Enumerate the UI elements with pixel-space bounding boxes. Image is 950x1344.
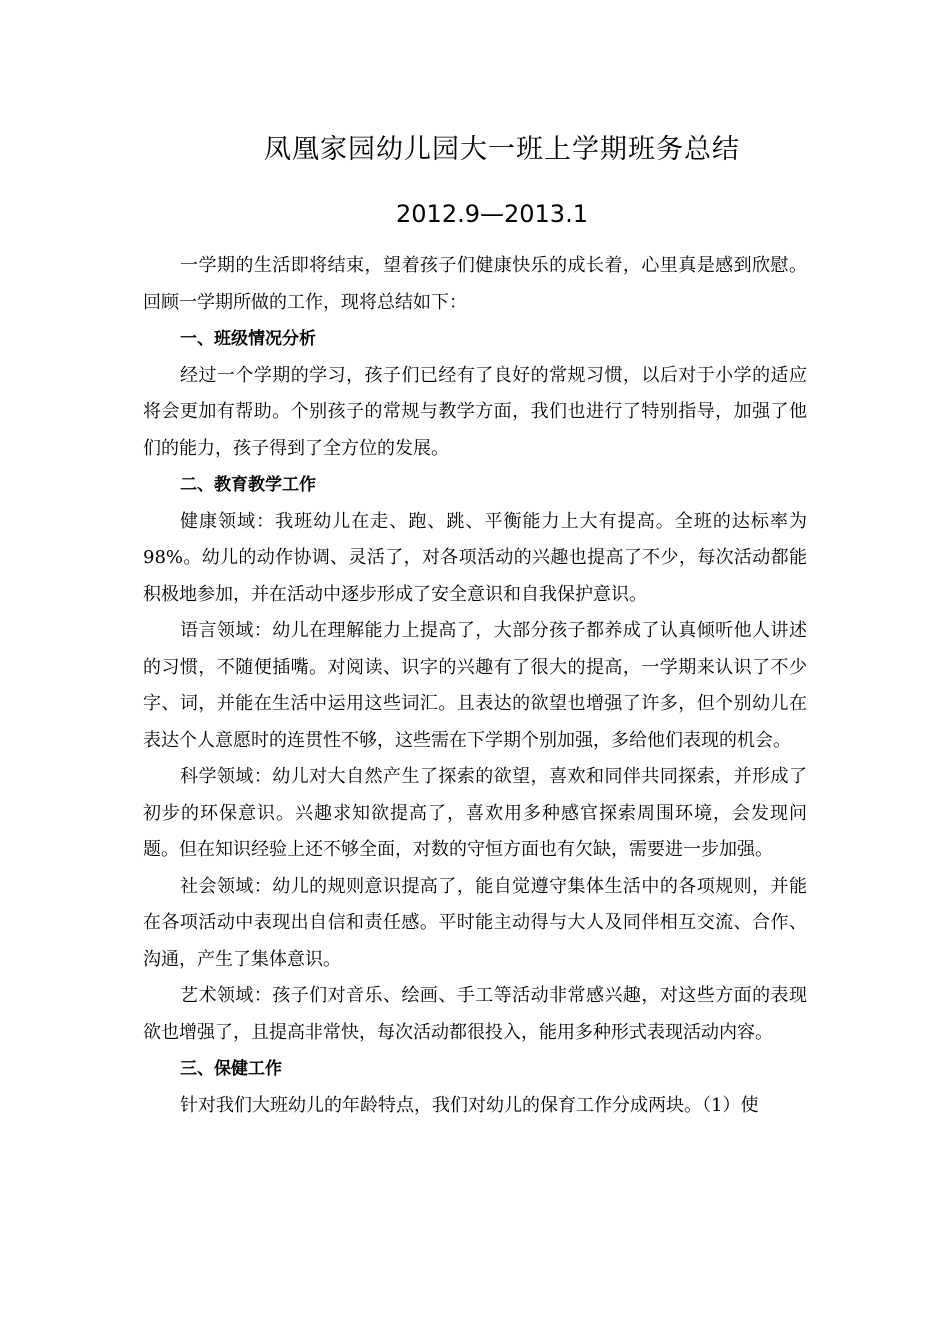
document-body [143, 248, 807, 1124]
intro-paragraph: 一学期的生活即将结束，望着孩子们健康快乐的成长着，心里真是感到欣慰。回顾一学期所做的工作，现将总结如下： [143, 255, 807, 313]
social-domain-paragraph: 社会领域：幼儿的规则意识提高了，能自觉遵守集体生活中的各项规则，并能在各项活动中表现出自信和责任感。平时能主动得与大人及同伴相互交流、合作、沟通，产生了集体意识。 [143, 875, 807, 970]
science-domain-paragraph: 科学领域：幼儿对大自然产生了探索的欲望，喜欢和同伴共同探索，并形成了初步的环保意识。兴趣求知欲提高了，喜欢用多种感官探索周围环境，会发现问题。但在知识经验上还不够全面，对数的守恒方面也有欠缺，需要进一步加强。 [143, 766, 807, 860]
class-analysis-paragraph: 经过一个学期的学习，孩子们已经有了良好的常规习惯，以后对于小学的适应将会更加有帮助。个别孩子的常规与教学方面，我们也进行了特别指导，加强了他们的能力，孩子得到了全方位的发展。 [143, 364, 807, 459]
section-heading-health-care: 三、保健工作 [180, 1059, 282, 1079]
health-domain-paragraph: 健康领域：我班幼儿在走、跑、跳、平衡能力上大有提高。全班的达标率为98%。幼儿的动作协调、灵活了，对各项活动的兴趣也提高了不少，每次活动都能积极地参加，并在活动中逐步形成了安全意识和自我保护意识。 [143, 510, 807, 605]
art-domain-paragraph: 艺术领域：孩子们对音乐、绘画、手工等活动非常感兴趣，对这些方面的表现欲也增强了，且提高非常快，每次活动都很投入，能用多种形式表现活动内容。 [143, 985, 807, 1043]
document-date: 2012.9—2013.1 [396, 200, 588, 228]
section-heading-class-analysis: 一、班级情况分析 [180, 329, 316, 349]
language-domain-paragraph: 语言领域：幼儿在理解能力上提高了，大部分孩子都养成了认真倾听他人讲述的习惯，不随便插嘴。对阅读、识字的兴趣有了很大的提高，一学期来认识了不少字、词，并能在生活中运用这些词汇。且表达的欲望也增强了许多，但个别幼儿在表达个人意愿时的连贯性不够，这些需在下学期个别加强，多给他们表现的机会。 [143, 620, 807, 751]
document-title: 凤凰家园幼儿园大一班上学期班务总结 [264, 134, 740, 165]
health-care-paragraph: 针对我们大班幼儿的年龄特点，我们对幼儿的保育工作分成两块。（1）使 [180, 1094, 759, 1116]
section-heading-teaching: 二、教育教学工作 [180, 475, 316, 495]
